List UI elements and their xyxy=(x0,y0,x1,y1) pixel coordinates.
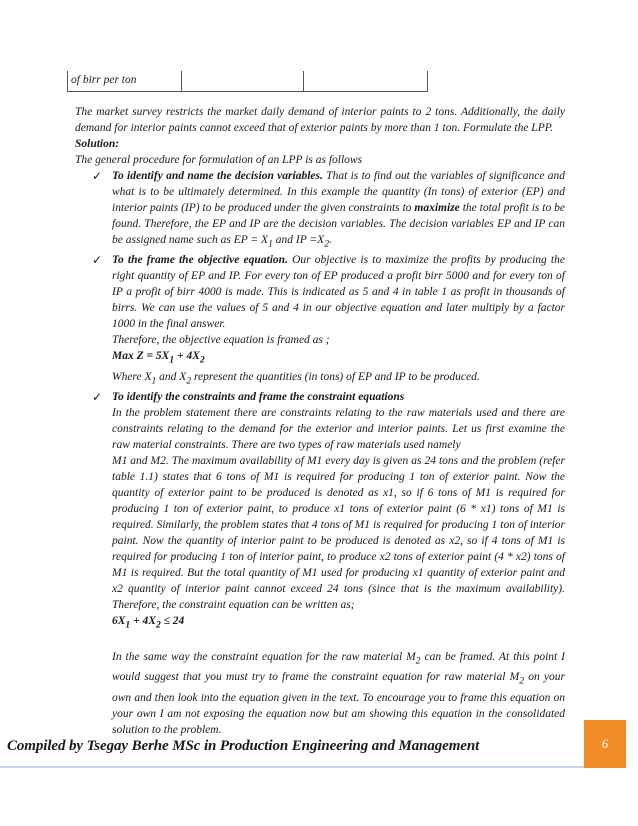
objective-equation: Max $Z = 5X_1 + 4X_2$ xyxy=(112,350,205,366)
page-footer xyxy=(0,734,638,768)
page-number: 6 xyxy=(584,720,626,768)
step-heading: To identify and name the decision variables. xyxy=(112,170,323,182)
step-heading: To identify the constraints and frame the constraint equations xyxy=(112,390,405,403)
constraints-paragraph: In the same way the constraint equation for the raw material $M_2$ can be framed. At this point I would suggest that you must try to frame the constraint equation for raw material $M_2$ on your own and then look into the equation given in the text. To encourage you to frame this equation on your own I am not exposing the equation now but am showing this equation in the consolidated solution to the problem. xyxy=(112,651,565,736)
step-objective-equation: ✓ To the frame the objective equation. Our objective is to maximize the profits by producing the right quantity of EP and IP. For every ton of EP produced a profit birr 5000 and for every ton of IP a profit of birr 4000 is made. This is indicated as 5 and 4 in table 1 as profit in thousands of birrs. We can use the values of 5 and 4 in our objective equation and later multiply by a factor 1000 in the final answer. xyxy=(92,253,565,331)
checkmark-icon: ✓ xyxy=(92,389,103,404)
constraint-equation: $6X_1 + 4X_2 \le 24$ xyxy=(112,614,185,631)
step-heading: To the frame the objective equation. xyxy=(112,254,288,267)
table-cell-label: of birr per ton xyxy=(68,71,182,91)
table-cell xyxy=(182,71,304,91)
constraints-paragraph: M1 and M2. The maximum availability of M1 every day is given as 24 tons and the problem (refer table 1.1) states that 6 tons of M1 is required for producing 1 ton of exterior paint. Now the quantity of exterior paint to be produced is denoted as x1, so if 6 tons of M1 is required for producing 1 ton of exterior paint, to produce x1 tons of exterior paint (6 * x1) tons of M1 is required. Similarly, the problem states that 4 tons of M1 is required for producing 1 ton of interior paint. Now the quantity of interior paint to be produced is denoted as x2, so if 4 tons of M1 is required for producing 1 ton of interior paint, to produce x2 tons of exterior paint (4 * x2) tons of M1 is required. But the total quantity of M1 used for producing x1 quantity of exterior paint and x2 quantity of interior paint cannot exceed 24 tons (since that is the maximum availability). Therefore, the constraint equation can be written as; xyxy=(112,454,565,611)
step-constraints xyxy=(75,389,565,405)
step-decision-variables: ✓ To identify and name the decision variables. That is to find out the variables of significance and what is to be ultimately determined. In this example the quantity (In tons) of exterior (EP) and interior paints (IP) to be produced under the given constraints to maximize the total profit is to be found. Therefore, the EP and IP are the decision variables. The decision variables EP and IP can be assigned name such as EP = $X_1$ and IP $=X_2$. xyxy=(92,169,565,250)
problem-statement: The market survey restricts the market daily demand of interior paints to 2 tons. Additionally, the daily demand for interior paints cannot exceed that of exterior paints by more than 1 ton. Formulate the LPP. xyxy=(75,106,565,134)
table-cell xyxy=(304,71,427,91)
procedure-intro: The general procedure for formulation of an LPP is as follows xyxy=(75,154,363,166)
document-body xyxy=(75,104,565,738)
variables-definition: Where $X_1$ and $X_2$ represent the quantities (in tons) of EP and IP to be produced. xyxy=(112,370,480,386)
checkmark-icon: ✓ xyxy=(92,169,103,183)
objective-framed-text: Therefore, the objective equation is framed as ; xyxy=(112,334,330,347)
checkmark-icon: ✓ xyxy=(92,253,103,268)
constraints-paragraph: In the problem statement there are constraints relating to the raw materials used and there are constraints relating to the demand for the exterior and interior paints. Let us first examine the raw material constraints. There are two types of raw materials used namely xyxy=(112,406,565,451)
solution-heading: Solution: xyxy=(75,138,120,150)
footer-text: Compiled by Tsegay Berhe MSc in Production Engineering and Management xyxy=(7,738,480,754)
table-last-row xyxy=(67,71,428,92)
footer-divider xyxy=(0,766,584,768)
